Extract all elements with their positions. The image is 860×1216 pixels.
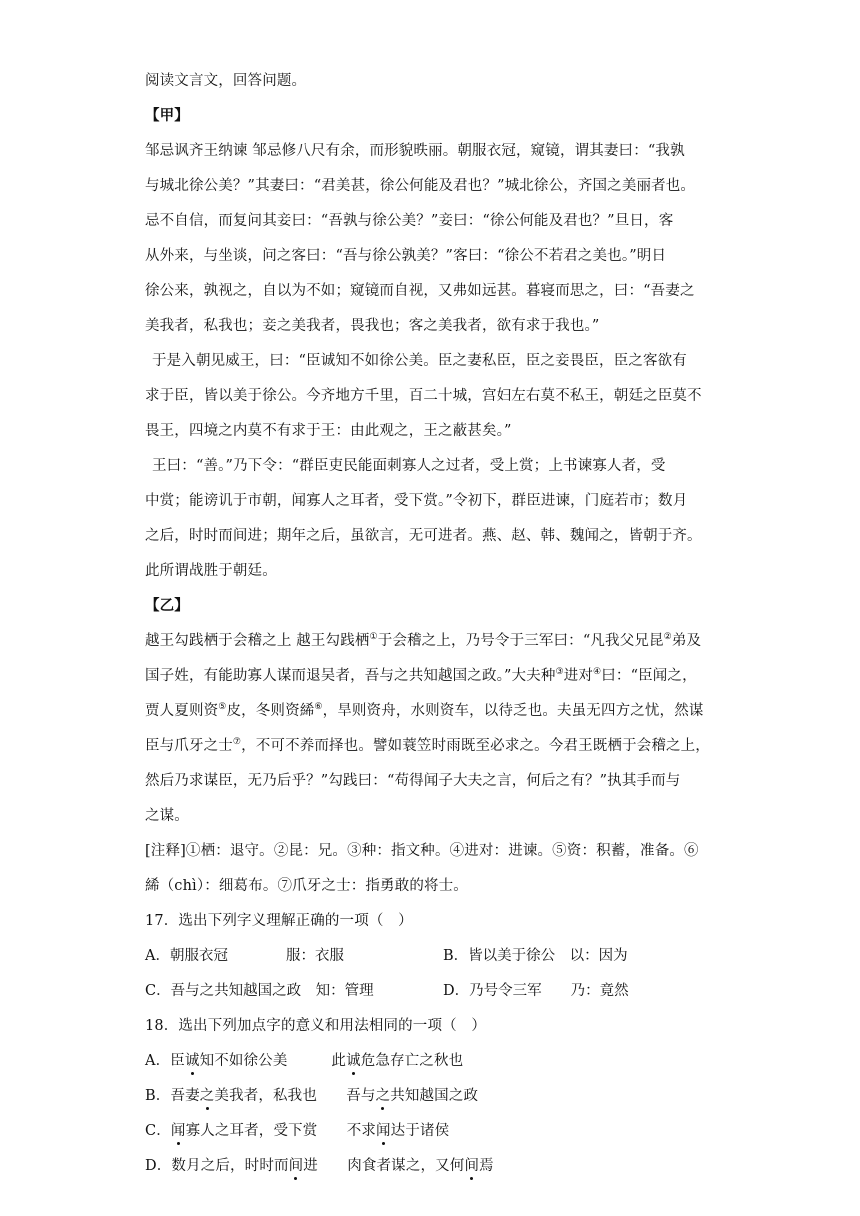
option-text: 知不如徐公美 此 (199, 1053, 347, 1069)
option-text: 寡人之耳者，受下赏 不求 (185, 1123, 377, 1139)
jia-line: 王曰：“善。”乃下令：“群臣吏民能面刺寡人之过者，受上赏；上书谏寡人者，受 (152, 458, 666, 474)
option-text: 美我者，私我也 吾与 (214, 1088, 376, 1104)
notes-line: 絺（chì）：细葛布。⑦爪牙之士：指勇敢的将士。 (145, 878, 468, 894)
footnote-mark: ① (369, 632, 378, 643)
option-text: 焉 (479, 1158, 494, 1174)
jia-line: 美我者，私我也；妾之美我者，畏我也；客之美我者，欲有求于我也。” (145, 318, 600, 334)
footnote-mark: ⑦ (232, 737, 242, 748)
question-18-stem: 18．选出下列加点字的意义和用法相同的一项（ ） (145, 1018, 487, 1034)
yi-text: ，旱则资舟，水则资车，以待乏也。夫虽无四方之忧，然谋 (322, 703, 704, 719)
option-d: D．乃号令三军 乃：竟然 (443, 983, 629, 999)
yi-text: 越王勾践栖于会稽之上 越王勾践栖 (145, 633, 370, 649)
jia-line: 与城北徐公美？”其妻曰：“君美甚，徐公何能及君也？”城北徐公，齐国之美丽者也。 (145, 178, 696, 194)
option-text: A．臣 (145, 1053, 185, 1069)
yi-text: 进对 (563, 668, 594, 684)
jia-line: 之后，时时而间进；期年之后，虽欲言，无可进者。燕、赵、韩、魏闻之，皆朝于齐。 (145, 528, 702, 544)
section-yi-heading: 【乙】 (145, 597, 189, 614)
option-a (145, 1051, 725, 1071)
dotted-char: 间 (288, 1158, 304, 1174)
option-c: C．吾与之共知越国之政 知：管理 (145, 983, 374, 999)
option-a: A．朝服衣冠 服：衣服 (145, 948, 344, 964)
dotted-char: 闻 (376, 1123, 391, 1139)
jia-line: 畏王，四境之内莫不有求于王：由此观之，王之蔽甚矣。” (145, 423, 512, 439)
yi-line (145, 666, 725, 686)
notes-line: [注释]①栖：退守。②昆：兄。③种：指文种。④进对：进谏。⑤资：积蓄，准备。⑥ (145, 843, 699, 859)
dotted-char: 之 (199, 1088, 215, 1104)
yi-text: ，不可不养而择也。譬如蓑笠时雨既至必求之。今君王既栖于会稽之上， (241, 738, 710, 754)
footnote-mark: ④ (593, 667, 602, 678)
jia-line: 从外来，与坐谈，问之客曰：“吾与徐公孰美？”客曰：“徐公不若君之美也。”明日 (145, 248, 667, 264)
yi-line (145, 631, 725, 651)
dotted-char: 闻 (170, 1123, 186, 1139)
yi-line (145, 736, 725, 756)
jia-line: 中赏；能谤讥于市朝，闻寡人之耳者，受下赏。”令初下，群臣进谏，门庭若市；数月 (145, 493, 688, 509)
yi-text: 曰：“臣闻之， (601, 668, 697, 684)
footnote-mark: ⑥ (314, 702, 323, 713)
jia-line: 忌不自信，而复问其妾曰：“吾孰与徐公美？”妾曰：“徐公何能及君也？”旦日，客 (145, 213, 674, 229)
yi-text: 皮，冬则资絺 (226, 703, 315, 719)
footnote-mark: ② (663, 632, 672, 643)
yi-text: 臣与爪牙之士 (145, 738, 233, 754)
option-c (145, 1121, 725, 1141)
option-text: 共知越国之政 (390, 1088, 479, 1104)
yi-line: 然后乃求谋臣，无乃后乎？”勾践曰：“苟得闻子大夫之言，何后之有？”执其手而与 (145, 773, 681, 789)
question-17-options-row (145, 946, 725, 966)
jia-line: 邹忌讽齐王纳谏 邹忌修八尺有余，而形貌昳丽。朝服衣冠，窥镜，谓其妻曰：“我孰 (145, 143, 685, 159)
section-jia-heading: 【甲】 (145, 107, 189, 124)
jia-line: 徐公来，孰视之，自以为不如；窥镜而自视，又弗如远甚。暮寝而思之，曰：“吾妻之 (145, 283, 695, 299)
dotted-char: 之 (375, 1088, 391, 1104)
option-text: 达于诸侯 (390, 1123, 450, 1139)
jia-line: 求于臣，皆以美于徐公。今齐地方千里，百二十城，宫妇左右莫不私王，朝廷之臣莫不 (145, 388, 702, 404)
dotted-char: 诚 (346, 1053, 361, 1069)
yi-line (145, 701, 725, 721)
option-d (145, 1156, 725, 1176)
question-17-stem: 17．选出下列字义理解正确的一项（ ） (145, 913, 413, 929)
option-text: 进 肉食者谋之，又何 (303, 1158, 465, 1174)
yi-text: 贾人夏则资 (145, 703, 219, 719)
yi-text: 弟及 (671, 633, 702, 649)
option-b: B．皆以美于徐公 以：因为 (443, 948, 628, 964)
option-b (145, 1086, 725, 1106)
instruction: 阅读文言文，回答问题。 (145, 73, 307, 89)
option-text: C． (145, 1123, 171, 1139)
dotted-char: 诚 (184, 1053, 200, 1069)
yi-text: 于会稽之上，乃号令于三军曰：“凡我父兄昆 (377, 633, 664, 649)
dotted-char: 间 (464, 1158, 480, 1174)
jia-line: 于是入朝见威王，曰：“臣诚知不如徐公美。臣之妻私臣，臣之妾畏臣，臣之客欲有 (152, 353, 687, 369)
option-text: 危急存亡之秋也 (360, 1053, 464, 1069)
option-text: D．数月之后，时时而 (145, 1158, 289, 1174)
yi-line: 之谋。 (145, 808, 189, 824)
option-text: B．吾妻 (145, 1088, 200, 1104)
footnote-mark: ③ (555, 667, 564, 678)
question-17-options-row (145, 981, 725, 1001)
footnote-mark: ⑤ (218, 702, 227, 713)
yi-text: 国子姓，有能助寡人谋而退吴者，吾与之共知越国之政。”大夫种 (145, 668, 556, 684)
jia-line: 此所谓战胜于朝廷。 (145, 563, 277, 579)
